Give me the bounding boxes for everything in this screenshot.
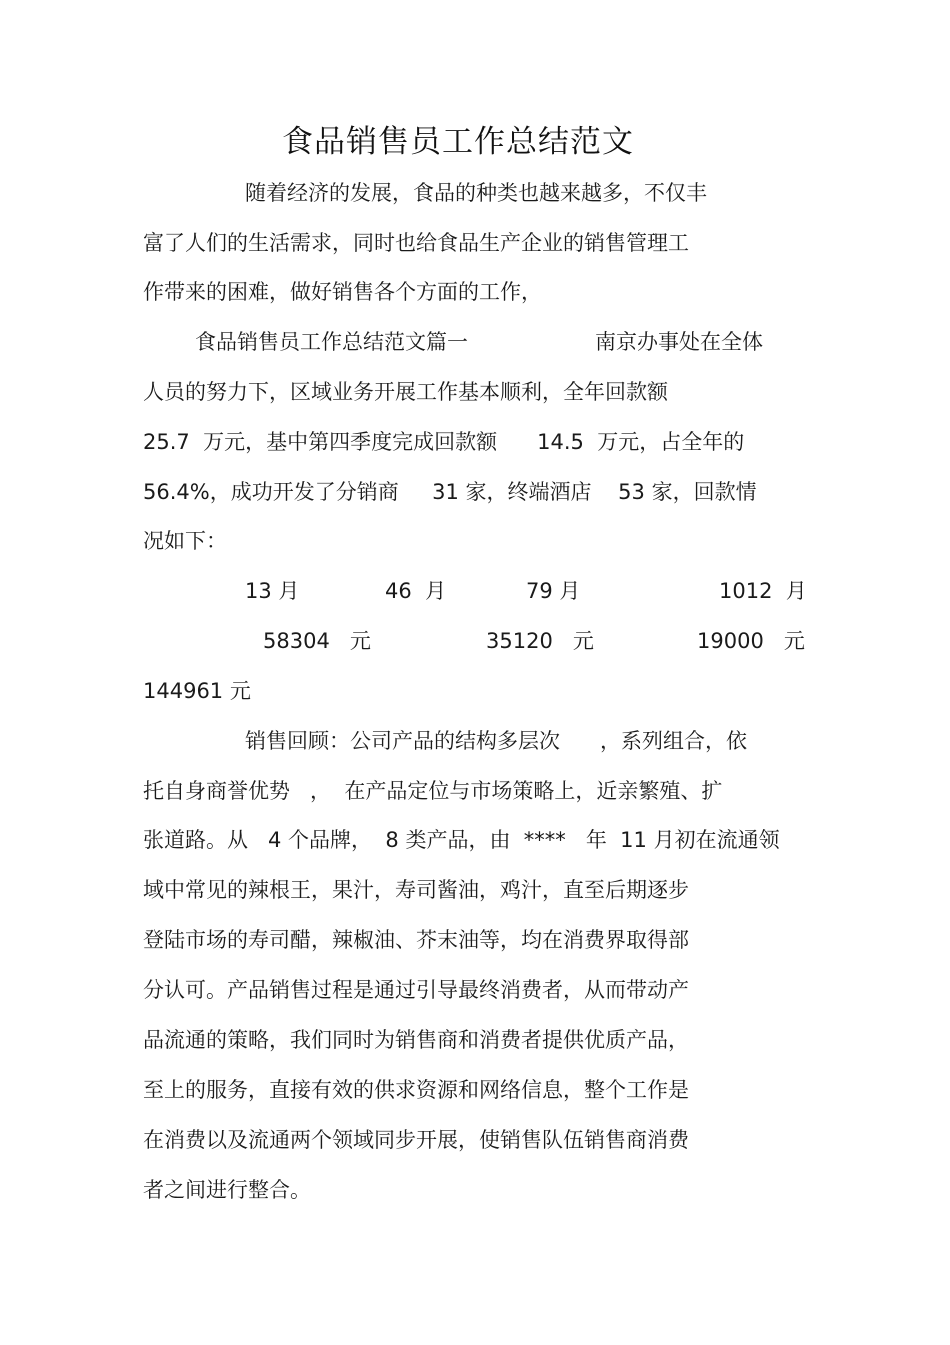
- review-line-9: 在消费以及流通两个领域同步开展，使销售队伍销售商消费: [143, 1128, 689, 1152]
- month-cell: 46 月: [385, 579, 447, 603]
- section-line-4: 况如下：: [143, 529, 227, 553]
- document-title: 食品销售员工作总结范文: [282, 124, 634, 160]
- intro-line-3: 作带来的困难，做好销售各个方面的工作，: [143, 280, 542, 304]
- review-line-2: 托自身商誉优势 ， 在产品定位与市场策略上，近亲繁殖、扩: [143, 779, 723, 803]
- amount-cell: 35120 元: [486, 629, 594, 653]
- amount-cell: 19000 元: [697, 629, 805, 653]
- month-cell: 13 月: [245, 579, 300, 603]
- intro-line-1: 随着经济的发展，食品的种类也越来越多，不仅丰: [245, 181, 707, 205]
- section-heading: 食品销售员工作总结范文篇一: [195, 330, 468, 354]
- review-line-3: 张道路。从 4 个品牌， 8 类产品，由 **** 年 11 月初在流通领: [143, 828, 780, 852]
- section-lead: 南京办事处在全体: [595, 330, 763, 354]
- month-cell: 1012 月: [719, 579, 807, 603]
- month-cell: 79 月: [526, 579, 581, 603]
- review-line-5: 登陆市场的寿司醋，辣椒油、芥末油等，均在消费界取得部: [143, 928, 689, 952]
- section-line-2: 25.7 万元，基中第四季度完成回款额 14.5 万元，占全年的: [143, 430, 745, 454]
- amount-cell: 58304 元: [263, 629, 371, 653]
- section-line-3: 56.4%，成功开发了分销商 31 家，终端酒店 53 家，回款情: [143, 480, 757, 504]
- review-line-1: 销售回顾：公司产品的结构多层次 ，系列组合，依: [245, 729, 748, 753]
- section-line-1: 人员的努力下，区域业务开展工作基本顺利，全年回款额: [143, 380, 668, 404]
- review-line-10: 者之间进行整合。: [143, 1178, 311, 1202]
- review-line-4: 域中常见的辣根王，果汁，寿司酱油，鸡汁，直至后期逐步: [143, 878, 689, 902]
- review-line-8: 至上的服务，直接有效的供求资源和网络信息，整个工作是: [143, 1078, 689, 1102]
- intro-line-2: 富了人们的生活需求，同时也给食品生产企业的销售管理工: [143, 231, 689, 255]
- review-line-6: 分认可。产品销售过程是通过引导最终消费者，从而带动产: [143, 978, 689, 1002]
- total-amount: 144961 元: [143, 679, 251, 703]
- review-line-7: 品流通的策略，我们同时为销售商和消费者提供优质产品，: [143, 1028, 689, 1052]
